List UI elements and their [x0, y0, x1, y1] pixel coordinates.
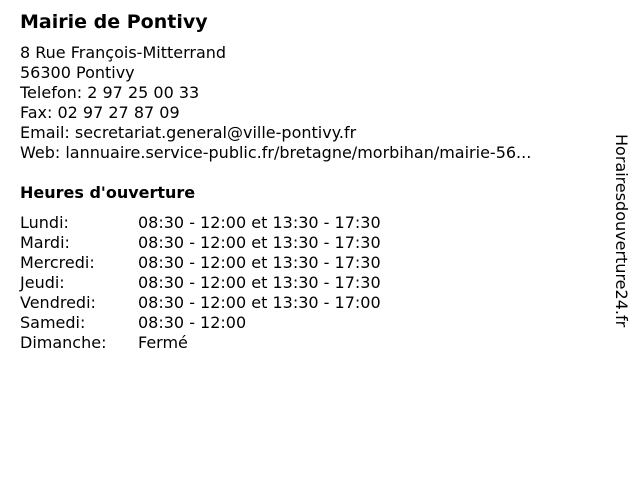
- website-url: Web: lannuaire.service-public.fr/bretagne/morbihan/mairie-56...: [20, 143, 532, 162]
- address-line-2: 56300 Pontivy: [20, 63, 135, 82]
- fax-number: Fax: 02 97 27 87 09: [20, 103, 180, 122]
- page-title: Mairie de Pontivy: [20, 11, 208, 33]
- time-value: Fermé: [138, 333, 188, 352]
- address-line-1: 8 Rue François-Mitterrand: [20, 43, 227, 62]
- day-label: Mercredi:: [20, 253, 95, 272]
- phone-number: Telefon: 2 97 25 00 33: [20, 83, 200, 102]
- day-label: Samedi:: [20, 313, 86, 332]
- time-value: 08:30 - 12:00 et 13:30 - 17:30: [138, 253, 381, 272]
- time-value: 08:30 - 12:00: [138, 313, 247, 332]
- hours-heading: Heures d'ouverture: [20, 183, 196, 202]
- day-label: Lundi:: [20, 213, 69, 232]
- time-value: 08:30 - 12:00 et 13:30 - 17:30: [138, 213, 381, 232]
- site-watermark: Horairesdouverture24.fr: [612, 134, 631, 328]
- contact-info: [20, 43, 531, 163]
- day-label: Vendredi:: [20, 293, 96, 312]
- time-value: 08:30 - 12:00 et 13:30 - 17:30: [138, 233, 381, 252]
- day-label: Mardi:: [20, 233, 70, 252]
- time-value: 08:30 - 12:00 et 13:30 - 17:30: [138, 273, 381, 292]
- time-value: 08:30 - 12:00 et 13:30 - 17:00: [138, 293, 381, 312]
- day-label: Jeudi:: [20, 273, 65, 292]
- day-label: Dimanche:: [20, 333, 107, 352]
- email-address: Email: secretariat.general@ville-pontivy.fr: [20, 123, 357, 142]
